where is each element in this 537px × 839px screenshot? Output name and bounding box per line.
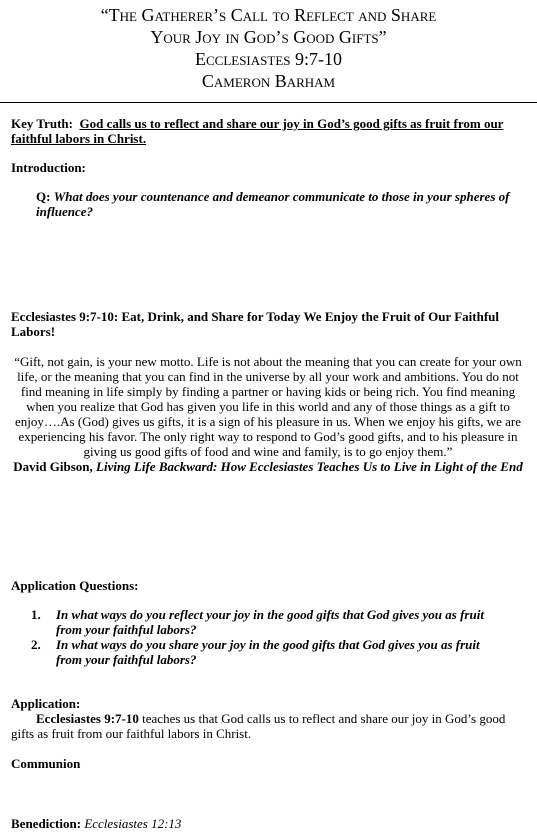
key-truth: [11, 116, 526, 146]
question-text: What does your countenance and demeanor communicate to those in your spheres of influence?: [36, 189, 510, 219]
list-item: [27, 637, 507, 667]
application-questions-list: [27, 607, 507, 667]
introduction-heading: Introduction:: [11, 160, 86, 175]
quote-book-title: Living Life Backward: How Ecclesiastes Teaches Us to Live in Light of the End: [96, 459, 523, 474]
application-heading: Application:: [11, 696, 81, 711]
title-line-2: Your Joy in God’s Good Gifts”: [150, 27, 387, 47]
application-body: teaches us that God calls us to reflect and share our joy in God’s good gifts as fruit from our faithful labors in Christ.: [11, 711, 506, 741]
key-truth-text: God calls us to reflect and share our joy in God’s good gifts as fruit from our faithful labors in Christ.: [11, 116, 504, 146]
section-heading: Ecclesiastes 9:7-10: Eat, Drink, and Share for Today We Enjoy the Fruit of Our Faithful Labors!: [11, 309, 500, 339]
application-reference: Ecclesiastes 9:7-10: [36, 711, 139, 726]
benediction-reference: Ecclesiastes 12:13: [84, 816, 182, 831]
introduction-question: [36, 189, 516, 219]
communion-heading: Communion: [11, 756, 81, 771]
header-divider: [0, 102, 537, 103]
list-item: [27, 607, 507, 637]
key-truth-label: Key Truth:: [11, 116, 73, 131]
document-title: [0, 4, 537, 92]
question-label: Q:: [36, 189, 51, 204]
benediction: [11, 816, 526, 831]
author-name: Cameron Barham: [201, 71, 336, 91]
list-item-number: 1.: [31, 607, 41, 622]
benediction-label: Benediction:: [11, 816, 82, 831]
list-item-text: In what ways do you share your joy in the good gifts that God gives you as fruit from your faithful labors?: [56, 637, 480, 667]
quote-text: “Gift, not gain, is your new motto. Life is not about the meaning that you can create for your own life, or the meaning that you can find in the universe by all your work and ambitions. You do not find meaning in life simply by finding a partner or having kids or being rich. You find meaning when you realize that God has given you life in this world and any of those things as a gift to enjoy….As (God) gives us gifts, it is a sign of his pleasure in us. When we enjoy his gifts, we are experiencing his favor. The only right way to respond to God’s good gifts, and to his pleasure in giving us good gifts of food and wine and family, is to go enjoy them.”: [14, 354, 522, 459]
scripture-reference: Ecclesiastes 9:7-10: [194, 49, 342, 69]
list-item-number: 2.: [31, 637, 41, 652]
title-line-1: “The Gatherer’s Call to Reflect and Share: [100, 5, 437, 25]
quote-author: David Gibson,: [13, 459, 93, 474]
list-item-text: In what ways do you reflect your joy in the good gifts that God gives you as fruit from your faithful labors?: [56, 607, 484, 637]
block-quote: [12, 354, 524, 474]
application-text: [11, 711, 523, 741]
application-questions-heading: Application Questions:: [11, 578, 139, 593]
